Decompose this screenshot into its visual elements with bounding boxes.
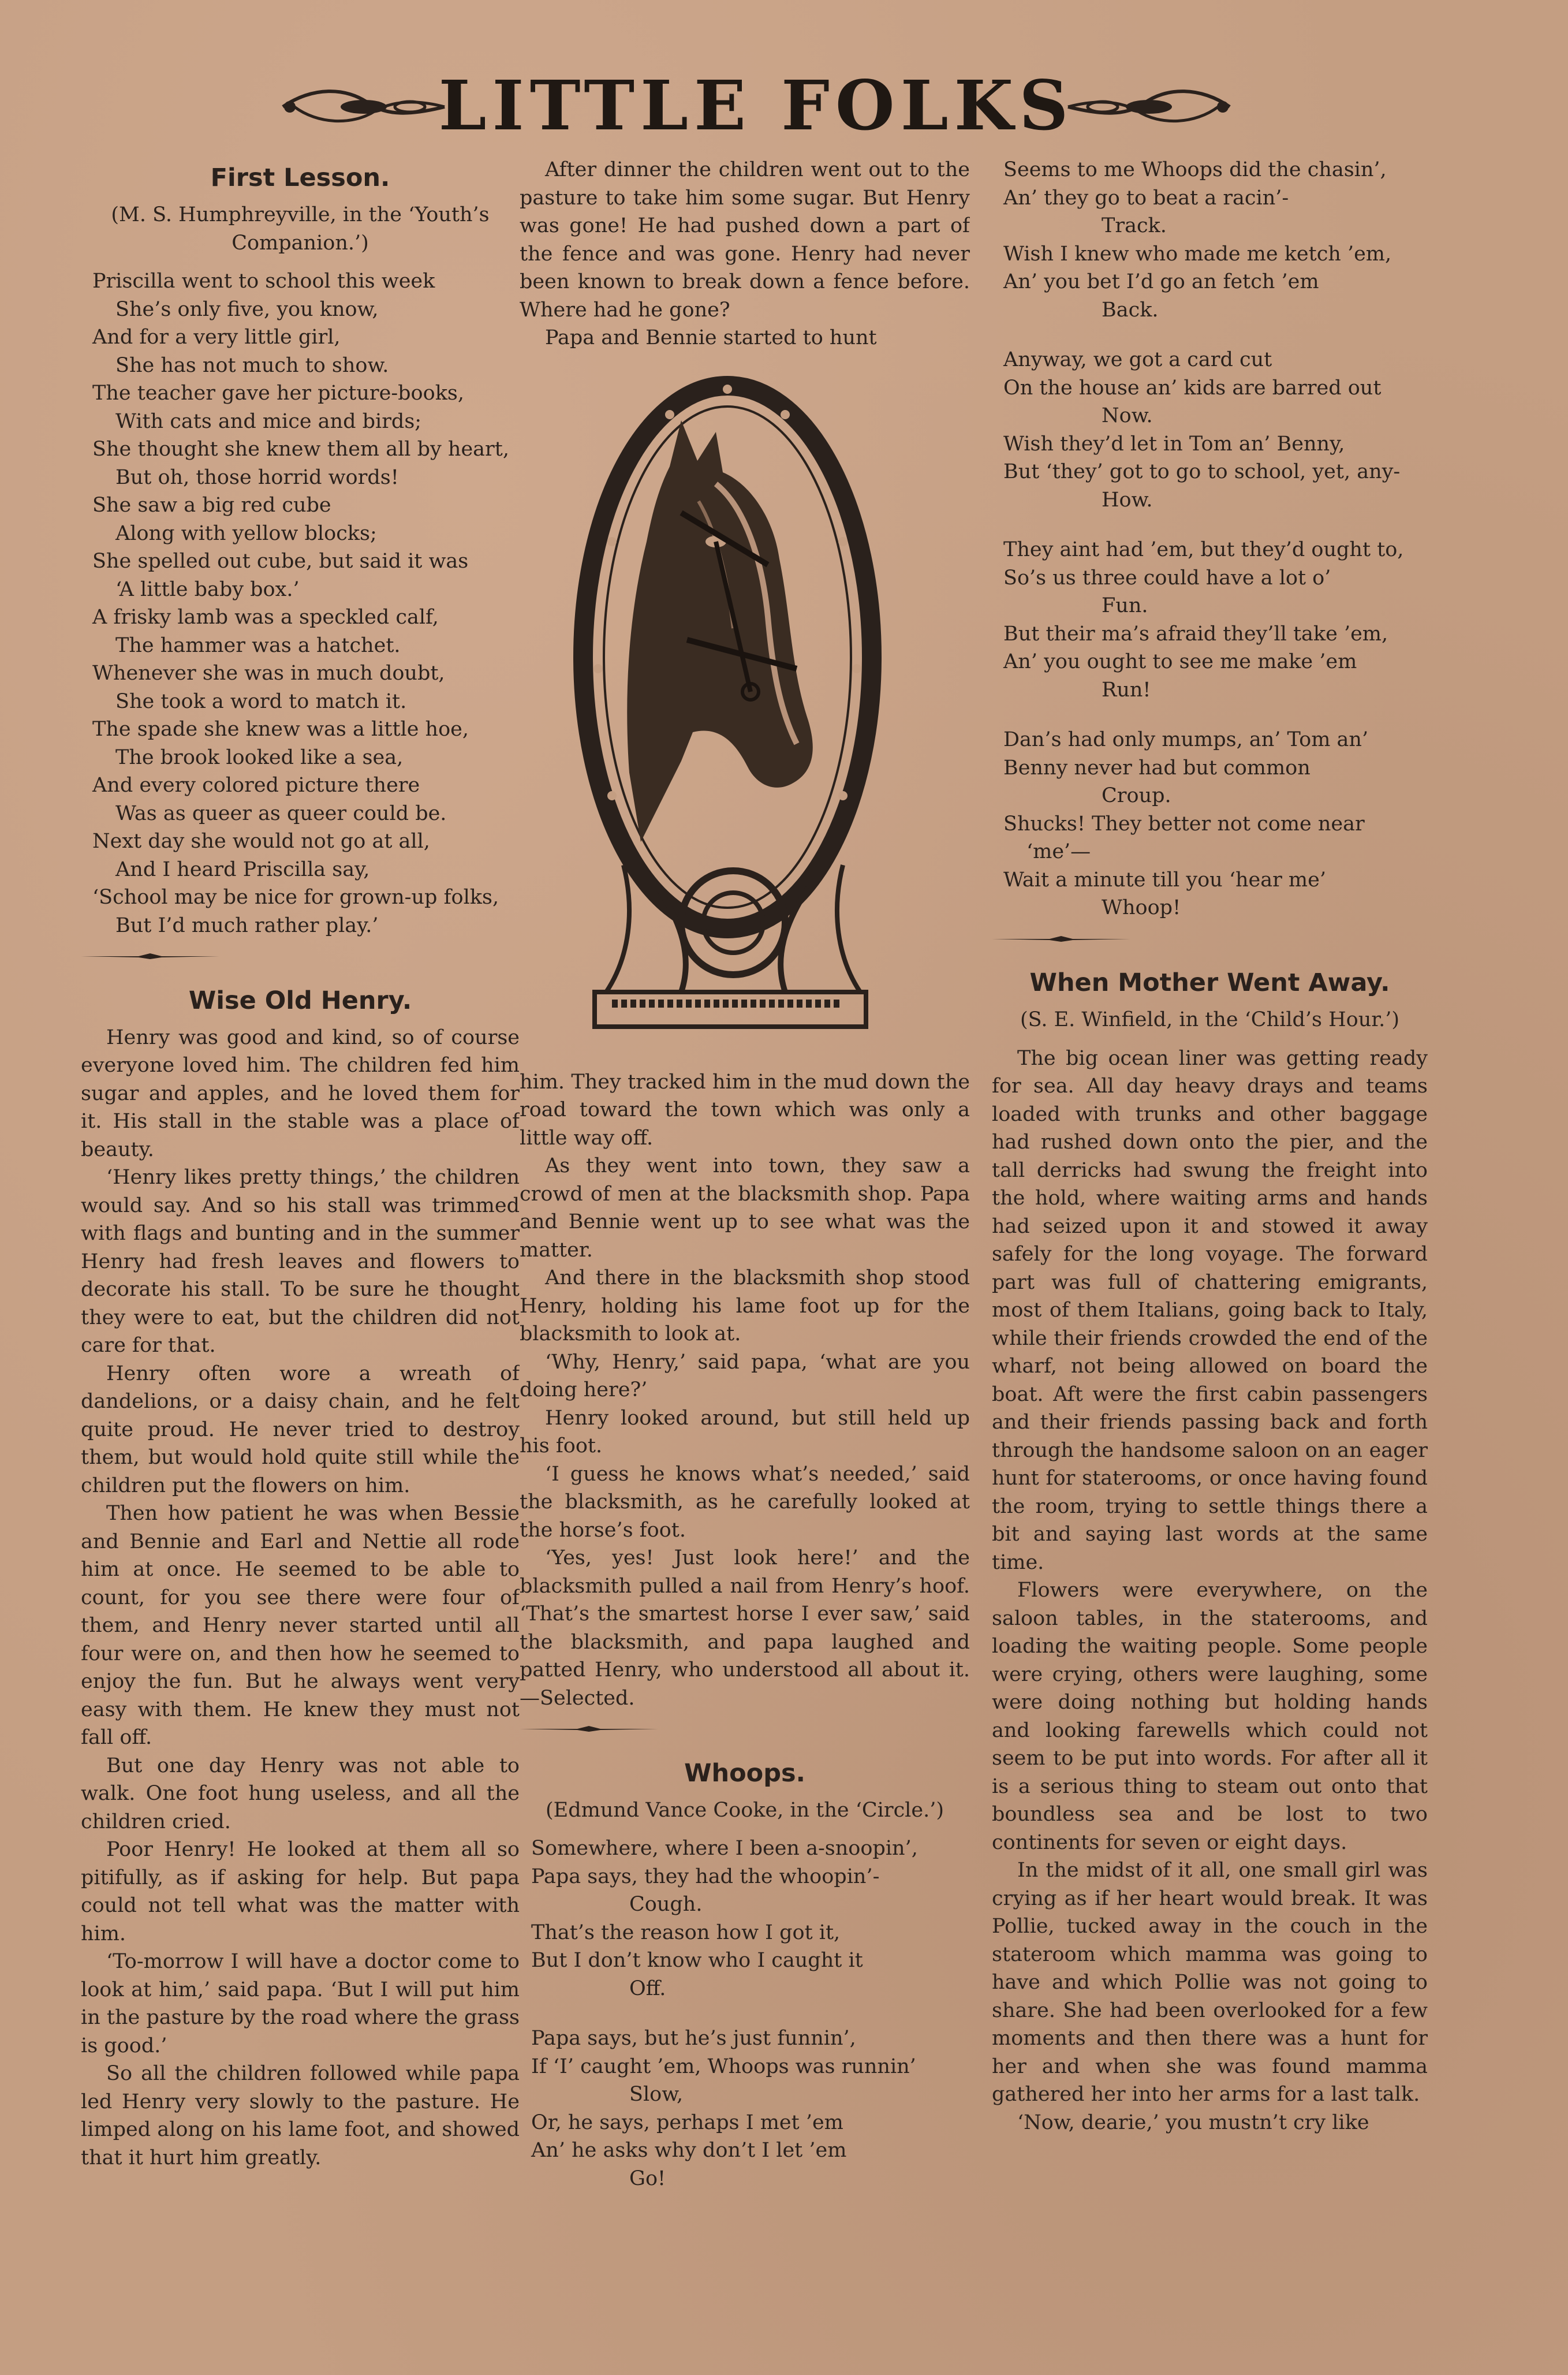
poem-line: An’ you bet I’d go an fetch ’em [1003, 270, 1319, 293]
section-divider [992, 935, 1130, 943]
paragraph: Poor Henry! He looked at them all so pitifully, as if asking for help. But papa could not tell what was the matter with him. [81, 1838, 520, 1945]
paragraph: Flowers were everywhere, on the saloon tables, in the staterooms, and loading the waiting people. Some people were crying, others were laughing, some were doing nothing but holding hands and looking farewells which could not seem to be put into words. For after all it is a serious thing to steam out onto that boundless sea and be lost to two continents for seven or eight days. [992, 1579, 1428, 1854]
poem-line: Anyway, we got a card cut [1003, 348, 1272, 371]
poem-line: An’ they go to beat a racin’- [1003, 186, 1289, 210]
poem-line: Was as queer as queer could be. [115, 801, 447, 825]
section-divider [81, 952, 219, 960]
wise-old-henry-text-part-1 [81, 1024, 520, 2172]
poem-line: Track. [1102, 214, 1167, 237]
first-lesson-title: First Lesson. [210, 163, 390, 192]
poem-line: Benny never had but common [1003, 756, 1311, 780]
poem-line: She took a word to match it. [115, 689, 407, 713]
paragraph: him. They tracked him in the mud down the road toward the town which was only a little way off. [520, 1070, 970, 1150]
poem-line: Off. [629, 1977, 666, 2000]
poem-line: On the house an’ kids are barred out [1003, 376, 1382, 400]
poem-line: The teacher gave her picture-books, [92, 382, 464, 405]
poem-line: Seems to me Whoops did the chasin’, [1003, 158, 1387, 181]
poem-line: And every colored picture there [92, 774, 420, 797]
poem-line: But their ma’s afraid they’ll take ’em, [1003, 622, 1388, 646]
whoops-title: Whoops. [684, 1758, 805, 1788]
poem-line: But I’d much rather play.’ [115, 914, 379, 937]
paragraph: ‘Henry likes pretty things,’ the children would say. And so his stall was trimmed with flags and bunting and in the summer Henry had fresh leaves and flowers to decorate his stall. To be sure he thought they were to eat, but the children did not care for that. [81, 1166, 520, 1357]
when-mother-went-away-byline: (S. E. Winfield, in the ‘Child’s Hour.’) [1020, 1008, 1400, 1031]
paragraph: ‘Now, dearie,’ you mustn’t cry like [1017, 2111, 1369, 2134]
whoops-poem-part-1 [531, 1835, 970, 2193]
poem-line: Shucks! They better not come near [1003, 812, 1365, 836]
poem-line: Wait a minute till you ‘hear me’ [1003, 868, 1326, 892]
poem-line: She has not much to show. [115, 353, 389, 377]
poem-line: Back. [1102, 298, 1159, 322]
poem-line: She thought she knew them all by heart, [92, 438, 509, 461]
stanza-gap [531, 2003, 970, 2024]
poem-line: They aint had ’em, but they’d ought to, [1003, 538, 1404, 561]
poem-line: If ‘I’ caught ’em, Whoops was runnin’ [531, 2055, 916, 2078]
wise-old-henry-text-part-2 [520, 156, 970, 352]
poem-line: But I don’t know who I caught it [531, 1949, 863, 1972]
poem-line: ‘A little baby box.’ [115, 577, 300, 601]
poem-line: A frisky lamb was a speckled calf, [92, 606, 439, 629]
right-flourish-ornament [1062, 81, 1235, 133]
horse-head-illustration [543, 368, 912, 1050]
poem-line: Fun. [1102, 594, 1148, 617]
paragraph: Henry often wore a wreath of dandelions, or a daisy chain, and he felt quite proud. He never tried to destroy them, but would hold quite still while the children put the flowers on him. [81, 1362, 520, 1497]
poem-line: Whenever she was in much doubt, [92, 662, 445, 685]
poem-line: How. [1102, 488, 1153, 512]
poem-line: Go! [629, 2167, 666, 2190]
paragraph: After dinner the children went out to the pasture to take him some sugar. But Henry was gone! He had pushed down a part of the fence and was gone. Henry had never been known to break down a fence before. Where had he gone? [520, 158, 970, 322]
paragraph: ‘Why, Henry,’ said papa, ‘what are you doing here?’ [520, 1350, 970, 1401]
whoops-byline: (Edmund Vance Cooke, in the ‘Circle.’) [546, 1798, 944, 1822]
paragraph: Then how patient he was when Bessie and Bennie and Earl and Nettie all rode him at once. He seemed to be able to count, for you see there were four of them, and Henry never started until all four were on, and then how he seemed to enjoy the fun. But he always went very easy with them. He knew they must not fall off. [81, 1502, 520, 1749]
first-lesson-byline: (M. S. Humphreyville, in the ‘Youth’s Companion.’) [111, 203, 490, 255]
poem-line: So’s us three could have a lot o’ [1003, 566, 1331, 590]
when-mother-went-away-text [992, 1045, 1428, 2137]
column-3 [992, 156, 1428, 2350]
when-mother-went-away-title: When Mother Went Away. [1029, 968, 1390, 997]
section-divider [520, 1725, 658, 1733]
poem-line: Dan’s had only mumps, an’ Tom an’ [1003, 728, 1369, 751]
paragraph: Henry was good and kind, so of course everyone loved him. The children fed him sugar and apples, and he loved them for it. His stall in the stable was a place of beauty. [81, 1026, 520, 1161]
poem-line: Priscilla went to school this week [92, 270, 435, 293]
whoops-poem-part-2 [1003, 156, 1428, 922]
poem-line: Run! [1102, 678, 1151, 702]
masthead-title: LITTLE FOLKS [438, 65, 1074, 146]
poem-line: The hammer was a hatchet. [115, 633, 401, 657]
poem-line: But ‘they’ got to go to school, yet, any- [1003, 460, 1401, 483]
paragraph: But one day Henry was not able to walk. One foot hung useless, and all the children cried. [81, 1754, 520, 1833]
poem-line: ‘School may be nice for grown-up folks, [92, 886, 499, 909]
poem-line: Along with yellow blocks; [115, 521, 377, 545]
poem-line: Somewhere, where I been a-snoopin’, [531, 1837, 918, 1860]
first-lesson-poem [92, 267, 520, 939]
poem-line: Papa says, they had the whoopin’- [531, 1865, 880, 1888]
poem-line: Now. [1102, 404, 1153, 427]
poem-line: The spade she knew was a little hoe, [92, 718, 469, 741]
wise-old-henry-title: Wise Old Henry. [188, 986, 412, 1015]
stanza-gap [1003, 324, 1428, 346]
poem-line: With cats and mice and birds; [115, 409, 422, 433]
paragraph: In the midst of it all, one small girl was crying as if her heart would break. It was Pollie, tucked away in the couch in the stateroom which mamma was going to have and which Pollie was not going to share. She had been overlooked for a few moments and then there was a hunt for her and when she was found mamma gathered her into her arms for a last talk. [992, 1859, 1428, 2106]
poem-line: And for a very little girl, [92, 326, 341, 349]
poem-line: An’ you ought to see me make ’em [1003, 650, 1357, 673]
poem-line: That’s the reason how I got it, [531, 1921, 841, 1944]
paragraph: Henry looked around, but still held up his foot. [520, 1406, 970, 1457]
paragraph: As they went into town, they saw a crowd of men at the blacksmith shop. Papa and Bennie went up to see what was the matter. [520, 1154, 970, 1262]
paragraph: ‘I guess he knows what’s needed,’ said the blacksmith, as he carefully looked at the horse’s foot. [520, 1462, 970, 1542]
poem-line: She’s only five, you know, [115, 297, 379, 321]
poem-line: Croup. [1102, 784, 1171, 807]
poem-line: She saw a big red cube [92, 494, 331, 517]
paragraph: So all the children followed while papa led Henry very slowly to the pasture. He limped along on his lame foot, and showed that it hurt him greatly. [81, 2062, 520, 2169]
poem-line: Wish I knew who made me ketch ’em, [1003, 242, 1392, 266]
masthead [277, 65, 1235, 146]
wise-old-henry-text-part-3 [520, 1068, 970, 1713]
poem-line: The brook looked like a sea, [115, 745, 404, 769]
paragraph: ‘To-morrow I will have a doctor come to look at him,’ said papa. ‘But I will put him in the pasture by the road where the grass is good.’ [81, 1950, 520, 2057]
poem-line: And I heard Priscilla say, [115, 857, 370, 881]
poem-line: Papa says, but he’s just funnin’, [531, 2027, 856, 2050]
poem-line: Next day she would not go at all, [92, 830, 430, 853]
paragraph: And there in the blacksmith shop stood Henry, holding his lame foot up for the blacksmith to look at. [520, 1266, 970, 1345]
paragraph: The big ocean liner was getting ready for sea. All day heavy drays and teams loaded with trunks and other baggage had rushed down onto the pier, and the tall derricks had swung the freight into the hold, where waiting arms and hands had seized upon it and stowed it away safely for the long voyage. The forward part was full of chattering emigrants, most of them Italians, going back to Italy, while their friends crowded the end of the wharf, not being allowed on board the boat. Aft were the first cabin passengers and their friends passing back and forth through the handsome saloon on an eager hunt for staterooms, or once having found the room, trying to settle things there a bit and saying last words at the same time. [992, 1046, 1428, 1574]
poem-line: Cough. [629, 1893, 703, 1916]
poem-line: An’ he asks why don’t I let ’em [531, 2139, 847, 2162]
poem-line: She spelled out cube, but said it was [92, 550, 469, 573]
paragraph: ‘Yes, yes! Just look here!’ and the blacksmith pulled a nail from Henry’s hoof. ‘That’s the smartest horse I ever saw,’ said the blacksmith, and papa laughed and patted Henry, who understood all about it.—Selected. [520, 1546, 970, 1710]
stanza-gap [1003, 704, 1428, 726]
column-1 [81, 156, 520, 2350]
poem-line: Wish they’d let in Tom an’ Benny, [1003, 432, 1345, 456]
poem-line: Or, he says, perhaps I met ’em [531, 2111, 843, 2134]
poem-line: But oh, those horrid words! [115, 465, 399, 489]
poem-line: Whoop! [1102, 896, 1181, 919]
paragraph: Papa and Bennie started to hunt [545, 326, 877, 349]
left-flourish-ornament [277, 81, 450, 133]
stanza-gap [1003, 514, 1428, 536]
poem-line: Slow, [629, 2083, 684, 2106]
poem-line: ‘me’— [1026, 840, 1091, 863]
column-2 [520, 156, 970, 2350]
